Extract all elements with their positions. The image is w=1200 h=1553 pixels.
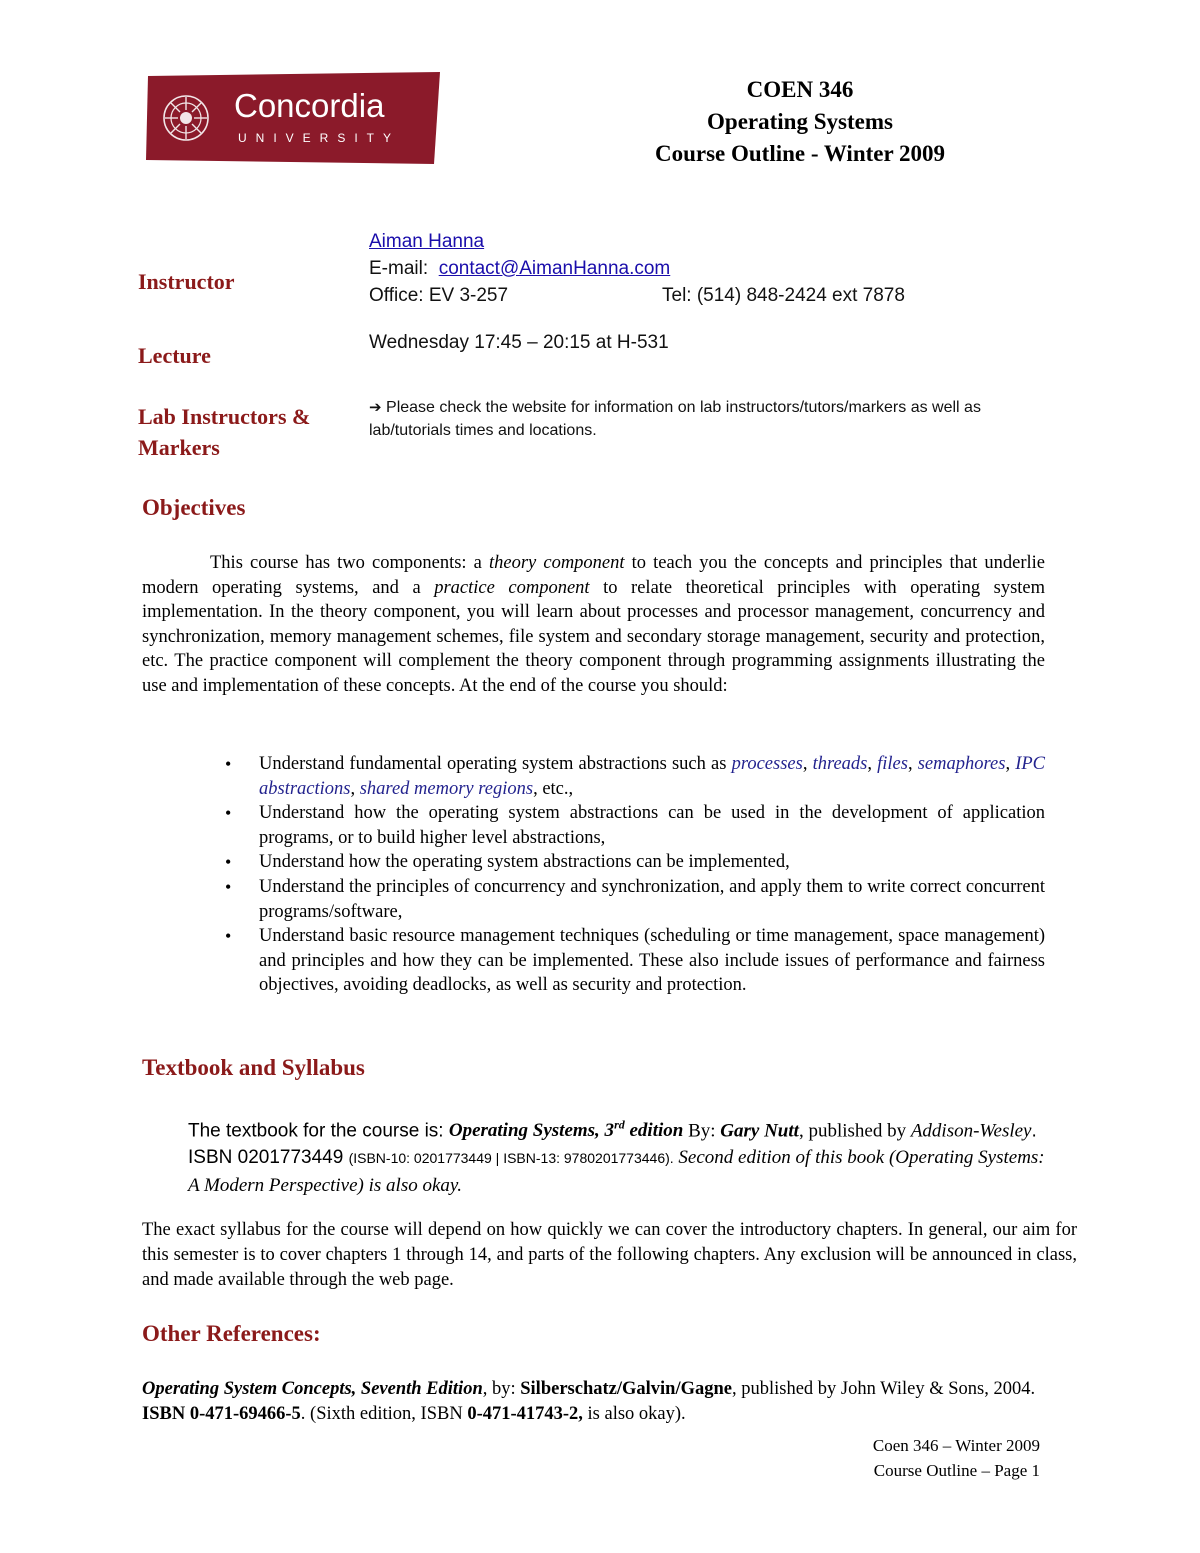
textbook-title: Operating Systems, 3: [448, 1120, 615, 1142]
lecture-time: Wednesday 17:45 – 20:15 at H-531: [369, 332, 669, 353]
lab-label-line1: Lab Instructors &: [138, 404, 311, 429]
course-name: Operating Systems: [707, 109, 893, 134]
course-code: COEN 346: [746, 77, 854, 102]
crest-icon: [164, 96, 208, 140]
lab-info-text: Please check the website for information on lab instructors/tutors/markers as well as lab/tutorials times and locations.: [369, 399, 981, 439]
reference-authors: Silberschatz/Galvin/Gagne: [520, 1379, 732, 1399]
practice-component-term: practice component: [434, 577, 590, 598]
objectives-list: [142, 752, 1045, 998]
outline-title: Course Outline - Winter 2009: [654, 141, 946, 166]
concordia-logo: [146, 72, 440, 164]
reference-entry: Operating System Concepts, Seventh Edition, by: Silberschatz/Galvin/Gagne, published by John Wiley & Sons, 2004. ISBN 0-471-69466-5. (Sixth edition, ISBN 0-471-41743-2, is also okay).: [142, 1379, 1036, 1424]
footer-page-number: Course Outline – Page 1: [873, 1461, 1040, 1480]
reference-title: Operating System Concepts, Seventh Edition: [142, 1379, 483, 1399]
objectives-text-1: This course has two components: a: [210, 553, 489, 573]
textbook-paragraph: The textbook for the course is: Operating Systems, 3rd edition By: Gary Nutt, published by Addison-Wesley. ISBN 0201773449 (ISBN-10: 0201773449 | ISBN-13: 9780201773446). Second edition of this book (Operating Systems: A Modern Perspective) is also okay.: [188, 1118, 1045, 1197]
textbook-author: Gary Nutt: [720, 1120, 799, 1142]
textbook-publisher: Addison-Wesley: [910, 1120, 1032, 1142]
objectives-heading: Objectives: [142, 495, 246, 520]
footer-course: Coen 346 – Winter 2009: [872, 1436, 1040, 1455]
theory-component-term: theory component: [488, 553, 625, 573]
objectives-text-3: to relate theoretical principles with operating system implementation. In the theory component, you will learn about processes and processor management, concurrency and synchronization, memory management schemes, file system and secondary storage management, security and protection, etc. The practice component will complement the theory component through programming assignments illustrating the use and implementation of these concepts. At the end of the course you should:: [142, 577, 1046, 696]
textbook-isbn: . ISBN 0201773449: [188, 1120, 1037, 1169]
phone-text: Tel: (514) 848-2424 ext 7878: [662, 285, 905, 306]
lab-label-line2: Markers: [138, 435, 220, 460]
instructor-info: [369, 228, 1069, 309]
email-label: E-mail:: [369, 258, 429, 279]
office-text: Office: EV 3-257: [369, 285, 509, 306]
list-item: • Understand how the operating system abstractions can be used in the development of application programs, or to build higher level abstractions,: [142, 801, 1045, 850]
lab-info: [369, 396, 1059, 442]
email-link[interactable]: contact@AimanHanna.com: [438, 258, 671, 279]
document-title-block: [560, 74, 1040, 170]
page-footer: [873, 1433, 1040, 1483]
logo-subtitle: UNIVERSITY: [238, 131, 401, 145]
list-item: • Understand fundamental operating system abstractions such as processes, threads, files, semaphores, IPC abstractions, shared memory regions, etc.,: [142, 752, 1045, 801]
textbook-intro: The textbook for the course is:: [188, 1120, 449, 1142]
list-item: • Understand basic resource management techniques (scheduling or time management, space management) and principles and how they can be implemented. These also include issues of performance and fairness objectives, avoiding deadlocks, as well as security and protection.: [142, 924, 1045, 998]
lecture-label: Lecture: [138, 343, 211, 368]
instructor-name-link[interactable]: Aiman Hanna: [369, 231, 485, 252]
references-heading: Other References:: [142, 1321, 321, 1346]
logo-wordmark: Concordia: [234, 87, 385, 124]
textbook-heading: Textbook and Syllabus: [142, 1055, 365, 1080]
syllabus-paragraph: The exact syllabus for the course will depend on how quickly we can cover the introductory chapters. In general, our aim for this semester is to cover chapters 1 through 14, and parts of the following chapters. Any exclusion will be announced in class, and made available through the web page.: [142, 1220, 1077, 1290]
objectives-paragraph: [142, 551, 1045, 699]
list-item: • Understand how the operating system abstractions can be implemented,: [142, 850, 1045, 875]
list-item: • Understand the principles of concurrency and synchronization, and apply them to write correct concurrent programs/software,: [142, 875, 1045, 924]
arrow-right-icon: ➔: [369, 398, 382, 416]
reference-isbn: ISBN 0-471-69466-5: [142, 1404, 301, 1424]
lab-label: [138, 401, 310, 463]
instructor-label: Instructor: [138, 269, 235, 294]
objectives-text-2: to teach you the concepts and principles that underlie modern operating systems, and a: [142, 553, 1045, 598]
